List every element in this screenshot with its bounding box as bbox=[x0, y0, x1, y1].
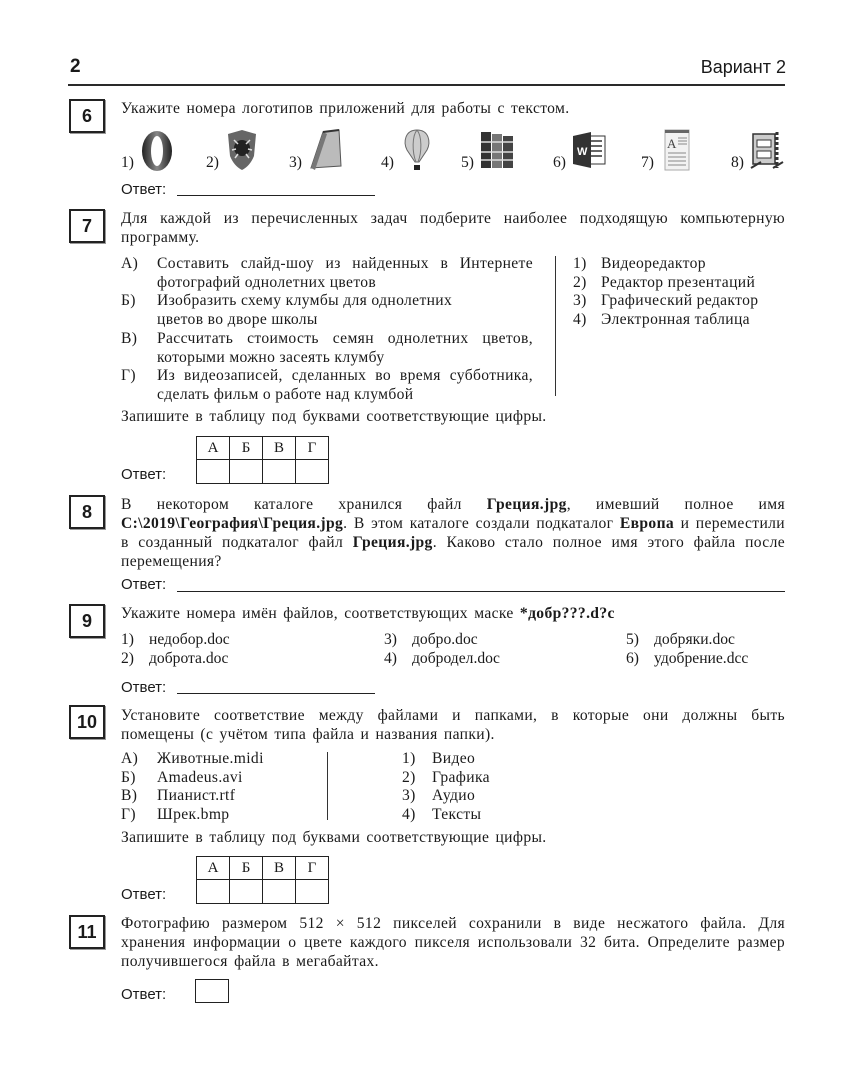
question-6-text: Укажите номера логотипов приложений для работы с текстом. bbox=[121, 100, 570, 117]
file-v: В) Пианист.rtf bbox=[121, 787, 236, 805]
task-list bbox=[121, 255, 533, 405]
option-6: 6) удобрение.dcc bbox=[626, 650, 749, 667]
file-b: Б) Amadeus.avi bbox=[121, 768, 243, 786]
opera-icon bbox=[137, 128, 177, 172]
folder-1: 1) Видео bbox=[402, 750, 476, 767]
question-number-10: 10 bbox=[69, 705, 105, 739]
task-g: Г) Из видеозаписей, сделанных во время субботника, сделать фильм о работе над клумбой bbox=[121, 367, 533, 403]
task-b: Б) Изобразить схему клумбы для однолетних цветов во дворе школы bbox=[121, 292, 453, 329]
answer-input-6[interactable] bbox=[177, 195, 375, 196]
question-number-7: 7 bbox=[69, 209, 105, 243]
program-3: 3) Графический редактор bbox=[573, 292, 759, 310]
dr-web-icon bbox=[222, 128, 262, 172]
notepad-icon bbox=[305, 128, 345, 172]
option-2: 2) доброта.doc bbox=[121, 650, 229, 667]
table-header-b: Б bbox=[230, 437, 263, 460]
question-11-text: Фотографию размером 512 × 512 пикселей сохранили в виде несжатого файла. Для хранения информации о цвете каждого пикселя использовали 32 бита. Определите размер получившегося файла в мегабайтах. bbox=[121, 915, 785, 970]
file-a: А) Животные.midi bbox=[121, 750, 264, 767]
answer-table-10 bbox=[196, 856, 329, 904]
folder-4: 4) Тексты bbox=[402, 806, 482, 824]
answer-label-8: Ответ: bbox=[121, 576, 167, 593]
logo-option-6: 6) W bbox=[553, 128, 609, 172]
svg-text:W: W bbox=[577, 146, 588, 158]
question-number-11: 11 bbox=[69, 915, 105, 949]
page-number: 2 bbox=[70, 56, 81, 77]
logo-option-7: 7) A bbox=[641, 128, 697, 172]
archiver-icon bbox=[747, 128, 787, 172]
answer-cell-b[interactable] bbox=[230, 460, 263, 484]
column-divider-10 bbox=[327, 752, 328, 820]
answer-cell-a[interactable] bbox=[197, 460, 230, 484]
logo-option-5: 5) bbox=[461, 128, 517, 172]
folder-list bbox=[402, 750, 602, 825]
subfolder-name: Европа bbox=[619, 515, 675, 532]
instruction-10: Запишите в таблицу под буквами соответствующие цифры. bbox=[121, 829, 547, 846]
task-a: А) Составить слайд-шоу из найденных в Интернете фотографий однолетних цветов bbox=[121, 255, 533, 291]
table-header-v: В bbox=[263, 437, 296, 460]
question-8-text: В некотором каталоге хранился файл Греция.jpg, имевший полное имя C:\2019\География\Греция.jpg. В этом каталоге создали подкаталог Европа и переместили в созданный подкаталог файл Греция.jpg. Каково стало полное имя этого файла после перемещения? bbox=[121, 496, 785, 570]
answer-cell-g[interactable] bbox=[296, 460, 329, 484]
wordpad-icon bbox=[657, 128, 697, 172]
coreldraw-balloon-icon bbox=[397, 128, 437, 172]
instruction-7: Запишите в таблицу под буквами соответствующие цифры. bbox=[121, 408, 547, 425]
folder-2: 2) Графика bbox=[402, 768, 490, 786]
table-header-g: Г bbox=[296, 437, 329, 460]
column-divider-7 bbox=[555, 256, 556, 396]
file-list bbox=[121, 750, 321, 825]
answer-label-6: Ответ: bbox=[121, 181, 167, 198]
header-divider bbox=[68, 84, 785, 86]
question-10-text: Установите соответствие между файлами и папками, в которые они должны быть помещены (с учётом типа файла и названия папки). bbox=[121, 707, 785, 743]
answer-cell-b[interactable] bbox=[230, 880, 263, 904]
answer-input-11[interactable] bbox=[195, 979, 229, 1003]
program-list bbox=[573, 255, 793, 330]
option-col-3 bbox=[626, 630, 748, 668]
option-4: 4) добродел.doc bbox=[384, 650, 500, 667]
table-header-a: А bbox=[197, 437, 230, 460]
variant-label: Вариант 2 bbox=[700, 57, 786, 77]
table-header-v: В bbox=[263, 857, 296, 880]
answer-cell-a[interactable] bbox=[197, 880, 230, 904]
answer-input-8[interactable] bbox=[177, 591, 785, 592]
logo-option-4: 4) bbox=[381, 128, 437, 172]
option-1: 1) недобор.doc bbox=[121, 631, 230, 648]
file-name: Греция.jpg bbox=[486, 496, 567, 513]
answer-cell-g[interactable] bbox=[296, 880, 329, 904]
task-v: В) Рассчитать стоимость семян однолетних цветов, которыми можно засеять клумбу bbox=[121, 329, 533, 366]
winrar-icon bbox=[477, 128, 517, 172]
answer-cell-v[interactable] bbox=[263, 880, 296, 904]
file-name: Греция.jpg bbox=[352, 534, 433, 551]
svg-text:A: A bbox=[667, 136, 677, 151]
file-mask: *добр???.d?c bbox=[519, 605, 615, 622]
option-5: 5) добряки.doc bbox=[626, 631, 735, 648]
answer-cell-v[interactable] bbox=[263, 460, 296, 484]
option-3: 3) добро.doc bbox=[384, 631, 478, 648]
logo-list bbox=[121, 122, 791, 172]
question-7-text: Для каждой из перечисленных задач подберите наиболее подходящую компьютерную программу. bbox=[121, 210, 785, 246]
answer-label-7: Ответ: bbox=[121, 466, 167, 483]
question-number-9: 9 bbox=[69, 604, 105, 638]
program-2: 2) Редактор презентаций bbox=[573, 273, 756, 291]
folder-3: 3) Аудио bbox=[402, 787, 476, 805]
logo-option-2: 2) bbox=[206, 128, 262, 172]
ms-word-icon bbox=[569, 128, 609, 172]
answer-label-9: Ответ: bbox=[121, 679, 167, 696]
file-path: C:\2019\География\Греция.jpg bbox=[121, 515, 344, 532]
logo-option-3: 3) bbox=[289, 128, 345, 172]
program-1: 1) Видеоредактор bbox=[573, 255, 706, 272]
option-col-1 bbox=[121, 630, 230, 668]
file-g: Г) Шрек.bmp bbox=[121, 806, 230, 824]
logo-option-1: 1) bbox=[121, 128, 177, 172]
answer-label-10: Ответ: bbox=[121, 886, 167, 903]
answer-table-7 bbox=[196, 436, 329, 484]
question-9-text: Укажите номера имён файлов, соответствующих маске *добр???.d?c bbox=[121, 605, 615, 622]
question-number-8: 8 bbox=[69, 495, 105, 529]
program-4: 4) Электронная таблица bbox=[573, 311, 750, 329]
answer-label-11: Ответ: bbox=[121, 986, 167, 1003]
question-number-6: 6 bbox=[69, 99, 105, 133]
table-header-g: Г bbox=[296, 857, 329, 880]
answer-input-9[interactable] bbox=[177, 693, 375, 694]
logo-option-8: 8) bbox=[731, 128, 787, 172]
table-header-a: А bbox=[197, 857, 230, 880]
option-col-2 bbox=[384, 630, 500, 668]
table-header-b: Б bbox=[230, 857, 263, 880]
